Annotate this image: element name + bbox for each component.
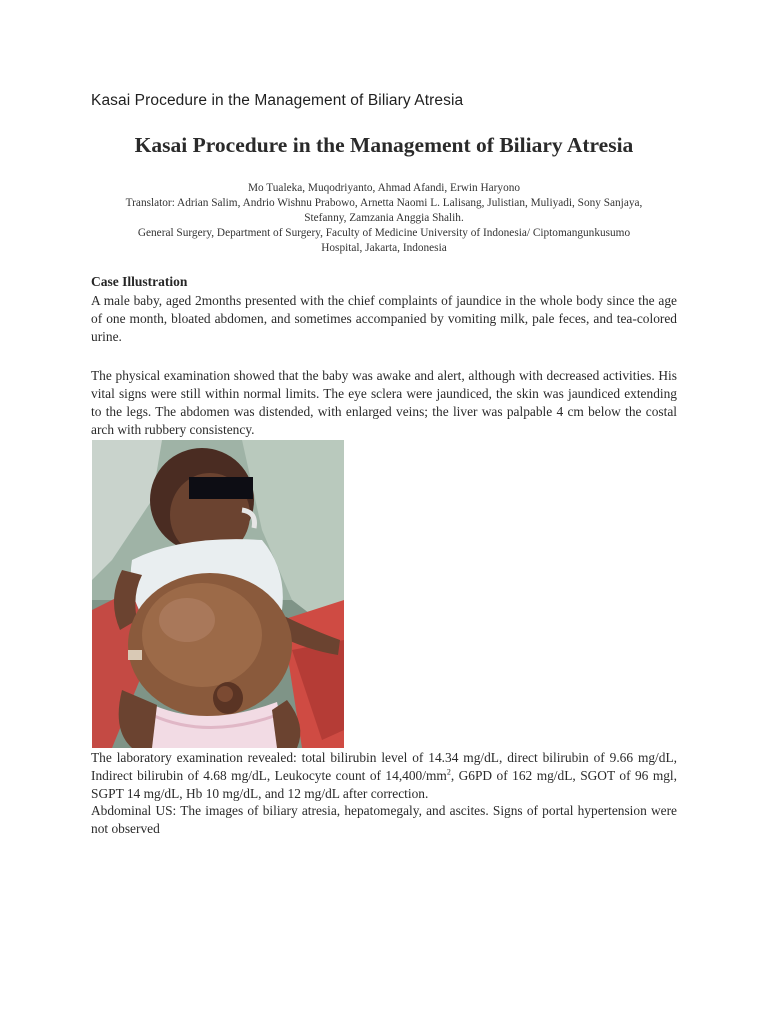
- lab-superscript: 2: [446, 767, 451, 777]
- case-illustration-heading: Case Illustration: [91, 274, 188, 289]
- authors-line: Mo Tualeka, Muqodriyanto, Ahmad Afandi, Erwin Haryono: [247, 182, 521, 194]
- translator-line-1: Translator: Adrian Salim, Andrio Wishnu Prabowo, Arnetta Naomi L. Lalisang, Julistian, Muliyadi, Sony Sanjaya,: [125, 197, 643, 209]
- patient-photo: [92, 440, 344, 748]
- affiliation-line-2: Hospital, Jakarta, Indonesia: [321, 242, 447, 254]
- document-header: Kasai Procedure in the Management of Biliary Atresia: [91, 92, 464, 109]
- lab-text-part-1: The laboratory examination revealed: total bilirubin level of 14.34 mg/dL, direct bilirubin of 9.66 mg/dL, Indirect bilirubin of 4.68 mg/dL, Leukocyte count of 14,400/mm: [91, 750, 677, 783]
- case-paragraph-1: A male baby, aged 2months presented with the chief complaints of jaundice in the whole body since the age of one month, bloated abdomen, and sometimes accompanied by vomiting milk, pale feces, and tea-colored urine.: [91, 293, 677, 344]
- article-title: Kasai Procedure in the Management of Biliary Atresia: [134, 133, 634, 157]
- ultrasound-paragraph: Abdominal US: The images of biliary atresia, hepatomegaly, and ascites. Signs of portal hypertension were not observed: [91, 803, 677, 836]
- case-paragraph-2: The physical examination showed that the baby was awake and alert, although with decreased activities. His vital signs were still within normal limits. The eye sclera were jaundiced, the skin was jaundiced extending to the legs. The abdomen was distended, with enlarged veins; the liver was palpable 4 cm below the costal arch with rubbery consistency.: [91, 368, 677, 437]
- translator-line-2: Stefanny, Zamzania Anggia Shalih.: [304, 212, 464, 224]
- censor-bar: [189, 477, 253, 499]
- affiliation-line-1: General Surgery, Department of Surgery, Faculty of Medicine University of Indonesia/ Ciptomangunkusumo: [137, 227, 631, 239]
- lab-text-part-2: , G6PD of 162 mg/dL, SGOT of 96 mgl, SGPT 14 mg/dL, Hb 10 mg/dL, and 12 mg/dL after correction.: [91, 768, 677, 801]
- lab-paragraph: [91, 749, 677, 803]
- article-meta: [91, 181, 677, 256]
